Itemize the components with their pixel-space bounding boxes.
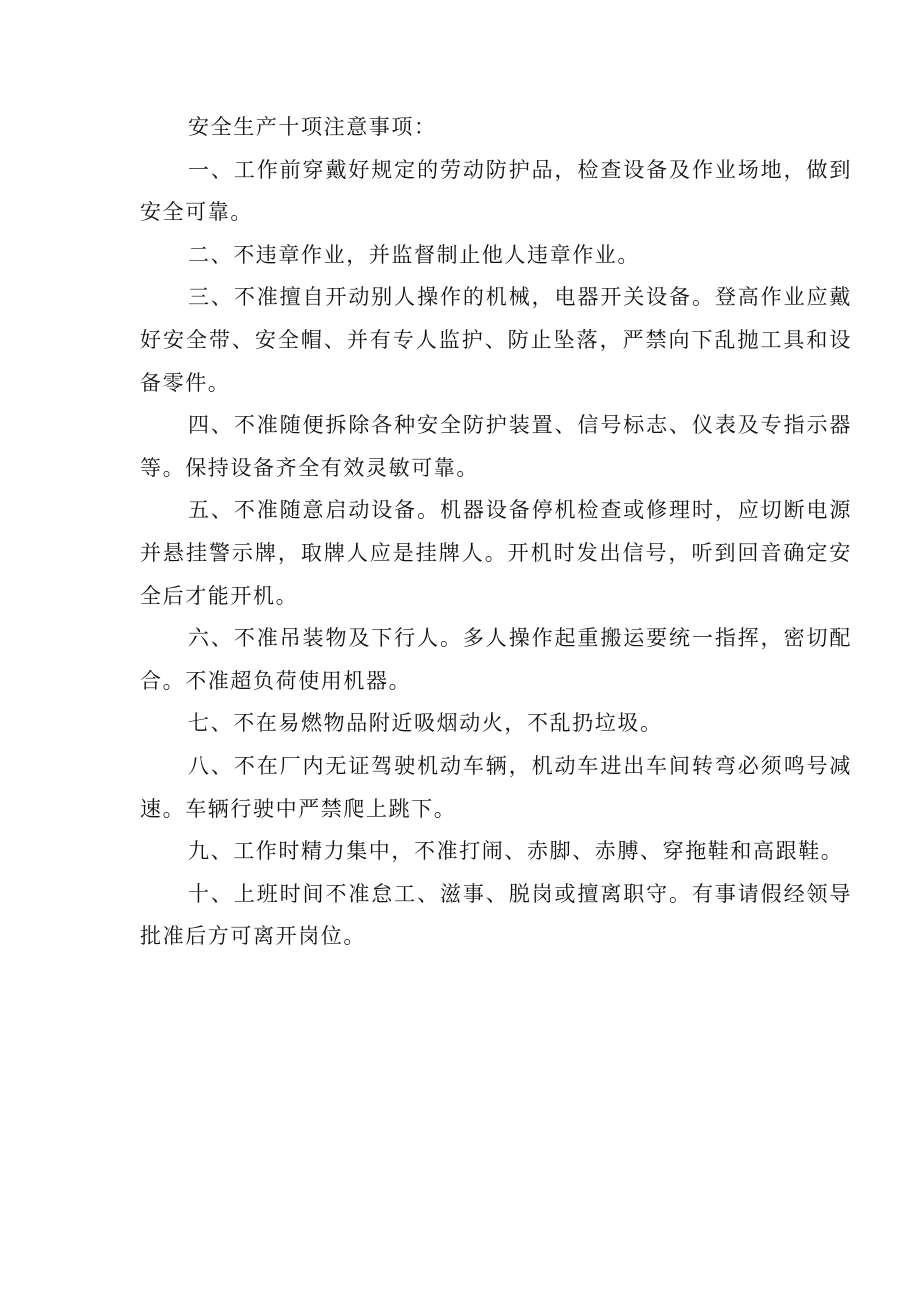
document-body (140, 106, 852, 958)
rule-item-3: 三、不准擅自开动别人操作的机械，电器开关设备。登高作业应戴好安全带、安全帽、并有专人监护、防止坠落，严禁向下乱抛工具和设备零件。 (140, 285, 852, 395)
rule-item-7: 七、不在易燃物品附近吸烟动火，不乱扔垃圾。 (188, 711, 663, 736)
rule-item-8: 八、不在厂内无证驾驶机动车辆，机动车进出车间转弯必须鸣号减速。车辆行驶中严禁爬上跳下。 (140, 753, 852, 821)
rule-item-2: 二、不违章作业，并监督制止他人违章作业。 (188, 242, 640, 267)
document-heading: 安全生产十项注意事项： (188, 115, 437, 139)
rule-item-5: 五、不准随意启动设备。机器设备停机检查或修理时，应切断电源并悬挂警示牌，取牌人应是挂牌人。开机时发出信号，听到回音确定安全后才能开机。 (140, 498, 852, 608)
rule-item-4: 四、不准随便拆除各种安全防护装置、信号标志、仪表及专指示器等。保持设备齐全有效灵敏可靠。 (140, 413, 852, 480)
rule-item-6: 六、不准吊装物及下行人。多人操作起重搬运要统一指挥，密切配合。不准超负荷使用机器。 (140, 626, 852, 693)
rule-item-9: 九、工作时精力集中，不准打闹、赤脚、赤膊、穿拖鞋和高跟鞋。 (188, 839, 844, 864)
rule-item-1: 一、工作前穿戴好规定的劳动防护品，检查设备及作业场地，做到安全可靠。 (140, 157, 852, 225)
rule-item-10: 十、上班时间不准怠工、滋事、脱岗或擅离职守。有事请假经领导批准后方可离开岗位。 (140, 881, 852, 949)
